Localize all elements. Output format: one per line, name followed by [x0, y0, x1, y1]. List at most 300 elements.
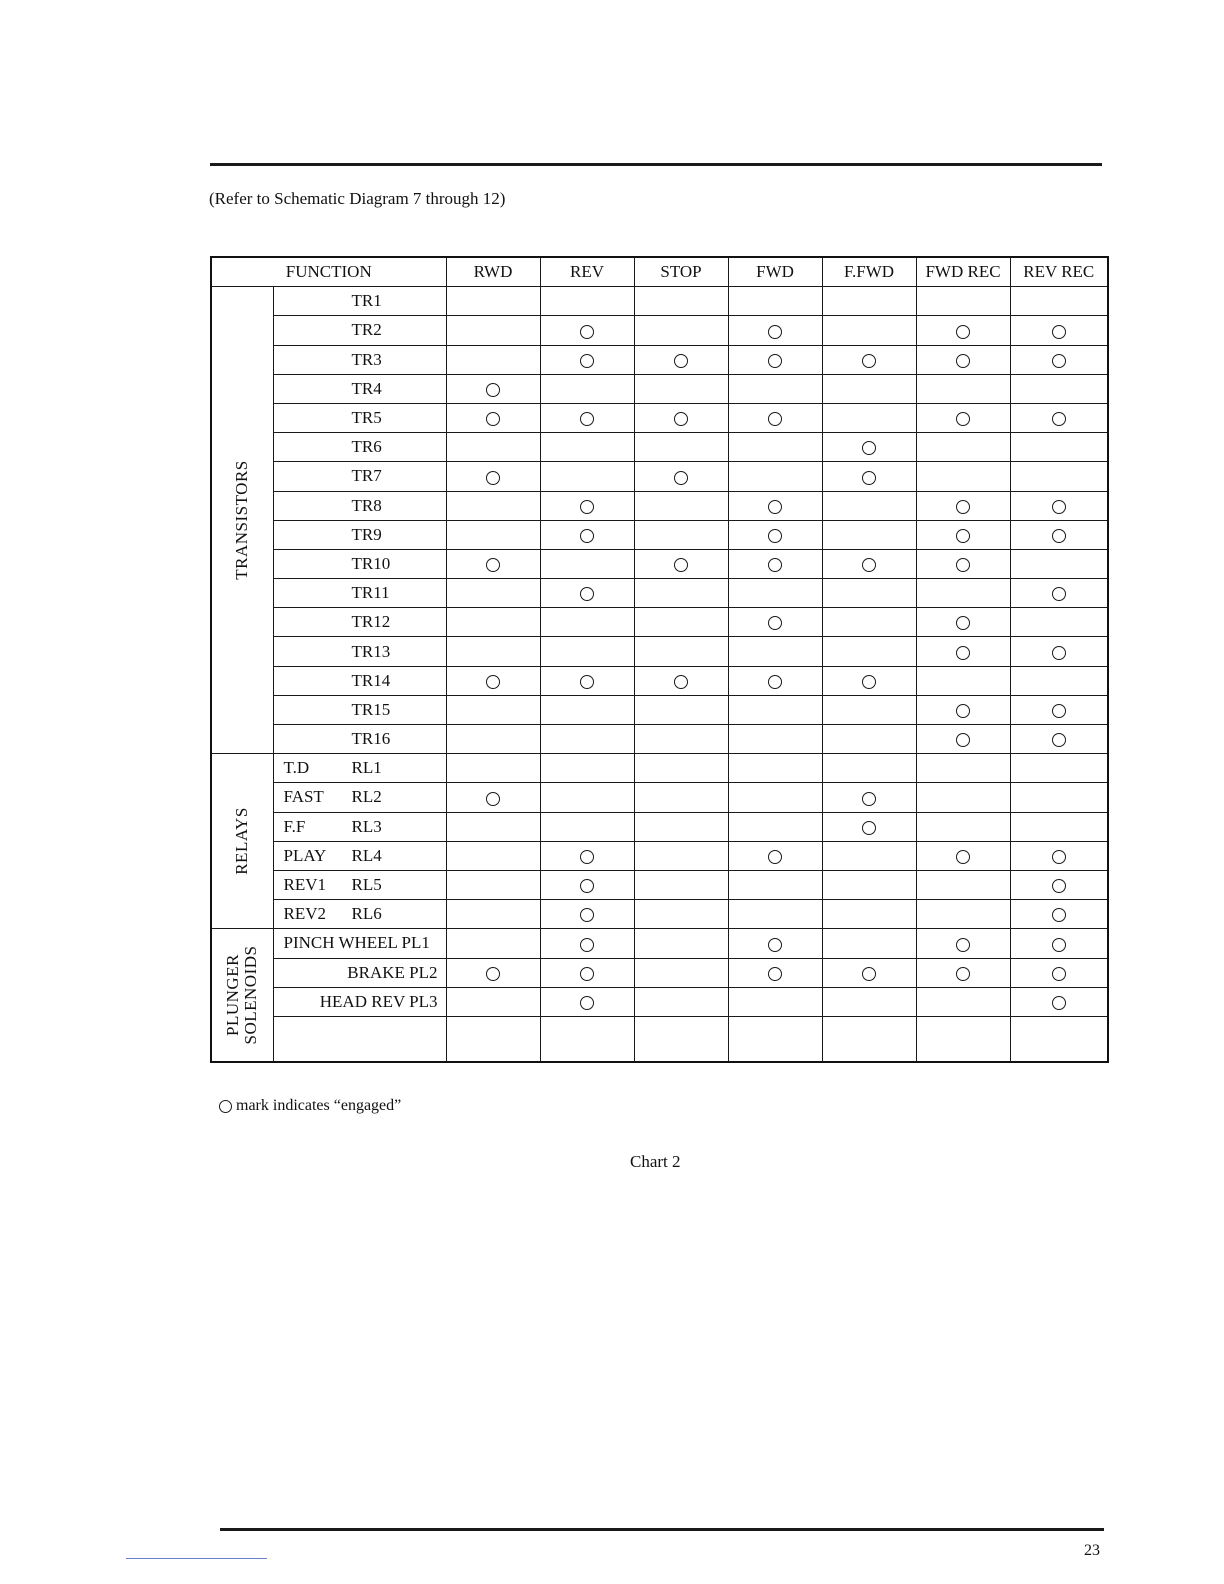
- mark-cell: [822, 987, 916, 1016]
- group-label-line: TRANSISTORS: [232, 460, 252, 580]
- table-row: [211, 520, 1108, 549]
- mark-cell: [446, 812, 540, 841]
- row-label: [273, 841, 446, 870]
- engaged-mark-icon: [768, 354, 782, 368]
- mark-cell: [634, 1016, 728, 1062]
- engaged-mark-icon: [956, 500, 970, 514]
- engaged-mark-icon: [768, 850, 782, 864]
- mark-cell: [728, 462, 822, 491]
- engaged-mark-icon: [486, 558, 500, 572]
- mark-cell: [1010, 579, 1108, 608]
- engaged-mark-icon: [1052, 850, 1066, 864]
- mark-cell: [916, 783, 1010, 812]
- mark-cell: [916, 695, 1010, 724]
- row-label: TR5: [273, 403, 446, 432]
- table-row: [211, 695, 1108, 724]
- mark-cell: [540, 695, 634, 724]
- mark-cell: [1010, 287, 1108, 316]
- mark-cell: [1010, 316, 1108, 345]
- mark-cell: [446, 1016, 540, 1062]
- engaged-mark-icon: [768, 938, 782, 952]
- relay-code: RL3: [351, 816, 382, 836]
- mark-cell: [1010, 462, 1108, 491]
- row-label: TR9: [273, 520, 446, 549]
- engaged-mark-icon: [1052, 587, 1066, 601]
- mark-cell: [728, 900, 822, 929]
- engaged-mark-icon: [580, 879, 594, 893]
- table-row: [211, 783, 1108, 812]
- mark-cell: [540, 987, 634, 1016]
- mark-cell: [540, 666, 634, 695]
- row-label: TR4: [273, 374, 446, 403]
- engaged-mark-icon: [956, 733, 970, 747]
- mark-cell: [822, 812, 916, 841]
- engaged-mark-icon: [862, 471, 876, 485]
- group-label: [233, 460, 251, 580]
- engaged-mark-icon: [862, 967, 876, 981]
- mark-cell: [1010, 374, 1108, 403]
- mark-cell: [822, 345, 916, 374]
- mark-cell: [728, 549, 822, 578]
- mark-cell: [540, 870, 634, 899]
- engaged-mark-icon: [1052, 996, 1066, 1010]
- table-row: [211, 433, 1108, 462]
- mark-cell: [916, 1016, 1010, 1062]
- mark-cell: [446, 608, 540, 637]
- legend-note: [219, 1097, 401, 1115]
- mark-cell: [728, 987, 822, 1016]
- table-row: [211, 345, 1108, 374]
- engaged-mark-icon: [1052, 733, 1066, 747]
- row-label: TR11: [273, 579, 446, 608]
- mark-cell: [822, 637, 916, 666]
- mark-cell: [822, 520, 916, 549]
- row-label: [273, 900, 446, 929]
- relay-name: PLAY: [283, 845, 327, 865]
- engaged-mark-icon: [1052, 646, 1066, 660]
- table-row: [211, 316, 1108, 345]
- mark-cell: [446, 462, 540, 491]
- mark-cell: [446, 403, 540, 432]
- mark-cell: [916, 958, 1010, 987]
- mark-cell: [728, 579, 822, 608]
- mark-cell: [540, 725, 634, 754]
- mark-cell: [1010, 783, 1108, 812]
- mark-cell: [446, 520, 540, 549]
- engaged-mark-icon: [862, 558, 876, 572]
- bottom-rule: [220, 1528, 1104, 1531]
- mark-cell: [822, 841, 916, 870]
- mark-cell: [634, 812, 728, 841]
- mark-cell: [634, 520, 728, 549]
- relay-code: RL1: [351, 758, 382, 778]
- function-table: [210, 256, 1109, 1063]
- mark-cell: [634, 608, 728, 637]
- mark-cell: [916, 929, 1010, 958]
- mark-cell: [540, 608, 634, 637]
- mark-cell: [540, 812, 634, 841]
- mark-cell: [916, 608, 1010, 637]
- row-label: TR8: [273, 491, 446, 520]
- mark-cell: [540, 754, 634, 783]
- function-header: FUNCTION: [211, 257, 446, 287]
- engaged-mark-icon: [674, 675, 688, 689]
- mark-cell: [1010, 958, 1108, 987]
- mark-cell: [728, 316, 822, 345]
- relay-code: RL2: [351, 787, 382, 807]
- mark-cell: [728, 1016, 822, 1062]
- mark-cell: [540, 433, 634, 462]
- mark-cell: [446, 695, 540, 724]
- mark-cell: [446, 374, 540, 403]
- table-row: [211, 870, 1108, 899]
- mark-cell: [916, 900, 1010, 929]
- engaged-mark-icon: [1052, 500, 1066, 514]
- engaged-mark-icon: [768, 529, 782, 543]
- mark-cell: [540, 403, 634, 432]
- engaged-mark-icon: [768, 325, 782, 339]
- engaged-mark-icon: [580, 675, 594, 689]
- row-label: [273, 1016, 446, 1062]
- mark-cell: [446, 958, 540, 987]
- table-row: [211, 608, 1108, 637]
- row-label: PINCH WHEEL PL1: [273, 929, 446, 958]
- row-label: [273, 812, 446, 841]
- engaged-mark-icon: [580, 967, 594, 981]
- mark-cell: [634, 374, 728, 403]
- row-label: TR12: [273, 608, 446, 637]
- table-row: [211, 958, 1108, 987]
- mark-cell: [634, 666, 728, 695]
- engaged-mark-icon: [674, 412, 688, 426]
- relay-code: RL6: [351, 904, 382, 924]
- mark-cell: [1010, 491, 1108, 520]
- row-label: TR10: [273, 549, 446, 578]
- mark-cell: [822, 608, 916, 637]
- row-label: TR1: [273, 287, 446, 316]
- mark-cell: [1010, 870, 1108, 899]
- mark-cell: [540, 958, 634, 987]
- mark-cell: [634, 462, 728, 491]
- relay-name: REV1: [283, 875, 326, 895]
- mark-cell: [540, 374, 634, 403]
- row-label: TR14: [273, 666, 446, 695]
- engaged-mark-icon: [862, 821, 876, 835]
- table-row: [211, 666, 1108, 695]
- engaged-mark-icon: [768, 558, 782, 572]
- engaged-mark-icon: [862, 354, 876, 368]
- mark-cell: [916, 520, 1010, 549]
- mark-cell: [728, 287, 822, 316]
- mark-cell: [446, 725, 540, 754]
- mark-cell: [822, 754, 916, 783]
- mark-cell: [634, 725, 728, 754]
- mark-cell: [446, 783, 540, 812]
- table-row: [211, 929, 1108, 958]
- engaged-mark-icon: [580, 587, 594, 601]
- mark-cell: [540, 549, 634, 578]
- mark-cell: [1010, 433, 1108, 462]
- mark-cell: [446, 345, 540, 374]
- mark-cell: [822, 666, 916, 695]
- mark-cell: [916, 754, 1010, 783]
- engaged-mark-icon: [956, 616, 970, 630]
- mark-cell: [822, 579, 916, 608]
- group-label: [233, 807, 251, 875]
- table-row: [211, 1016, 1108, 1062]
- engaged-mark-icon: [674, 558, 688, 572]
- row-label: [273, 754, 446, 783]
- engaged-mark-icon: [486, 967, 500, 981]
- mark-cell: [1010, 929, 1108, 958]
- legend-text: mark indicates “engaged”: [236, 1097, 402, 1114]
- mark-cell: [916, 666, 1010, 695]
- mark-cell: [446, 900, 540, 929]
- mark-cell: [446, 491, 540, 520]
- mark-cell: [446, 433, 540, 462]
- mark-cell: [446, 666, 540, 695]
- table-row: [211, 637, 1108, 666]
- mark-cell: [446, 754, 540, 783]
- engaged-mark-icon: [956, 529, 970, 543]
- mark-cell: [916, 841, 1010, 870]
- engaged-mark-icon: [486, 412, 500, 426]
- row-label: TR6: [273, 433, 446, 462]
- mark-cell: [728, 637, 822, 666]
- mark-cell: [634, 345, 728, 374]
- relay-name: FAST: [283, 787, 324, 807]
- group-label-line: RELAYS: [232, 807, 252, 876]
- engaged-mark-icon: [219, 1097, 232, 1114]
- mark-cell: [822, 462, 916, 491]
- mark-cell: [1010, 608, 1108, 637]
- table-row: [211, 812, 1108, 841]
- engaged-mark-icon: [862, 441, 876, 455]
- mark-cell: [446, 316, 540, 345]
- mark-cell: [916, 433, 1010, 462]
- mark-cell: [540, 637, 634, 666]
- mark-cell: [540, 900, 634, 929]
- mark-cell: [446, 287, 540, 316]
- mark-cell: [822, 549, 916, 578]
- engaged-mark-icon: [1052, 325, 1066, 339]
- row-label: TR13: [273, 637, 446, 666]
- engaged-mark-icon: [580, 412, 594, 426]
- engaged-mark-icon: [956, 850, 970, 864]
- mark-cell: [728, 754, 822, 783]
- mark-cell: [1010, 695, 1108, 724]
- mark-cell: [446, 637, 540, 666]
- mark-cell: [1010, 1016, 1108, 1062]
- table-header-row: [211, 257, 1108, 287]
- mark-cell: [822, 374, 916, 403]
- column-header: REV REC: [1010, 257, 1108, 287]
- mark-cell: [634, 637, 728, 666]
- mark-cell: [916, 287, 1010, 316]
- engaged-mark-icon: [486, 471, 500, 485]
- mark-cell: [1010, 666, 1108, 695]
- group-label-cell: [211, 754, 273, 929]
- relay-code: RL4: [351, 845, 382, 865]
- engaged-mark-icon: [956, 558, 970, 572]
- mark-cell: [1010, 725, 1108, 754]
- mark-cell: [916, 345, 1010, 374]
- mark-cell: [916, 637, 1010, 666]
- mark-cell: [540, 520, 634, 549]
- mark-cell: [1010, 900, 1108, 929]
- mark-cell: [634, 958, 728, 987]
- mark-cell: [822, 287, 916, 316]
- mark-cell: [728, 491, 822, 520]
- mark-cell: [822, 929, 916, 958]
- mark-cell: [446, 549, 540, 578]
- table-row: [211, 900, 1108, 929]
- mark-cell: [1010, 520, 1108, 549]
- engaged-mark-icon: [768, 616, 782, 630]
- relay-name: REV2: [283, 904, 326, 924]
- engaged-mark-icon: [1052, 938, 1066, 952]
- group-label-cell: [211, 929, 273, 1063]
- engaged-mark-icon: [768, 412, 782, 426]
- engaged-mark-icon: [580, 529, 594, 543]
- mark-cell: [822, 725, 916, 754]
- mark-cell: [822, 491, 916, 520]
- engaged-mark-icon: [768, 967, 782, 981]
- mark-cell: [446, 929, 540, 958]
- engaged-mark-icon: [580, 325, 594, 339]
- function-chart: [210, 256, 1107, 1063]
- engaged-mark-icon: [956, 938, 970, 952]
- table-row: [211, 462, 1108, 491]
- engaged-mark-icon: [674, 471, 688, 485]
- engaged-mark-icon: [1052, 967, 1066, 981]
- mark-cell: [728, 345, 822, 374]
- mark-cell: [634, 841, 728, 870]
- mark-cell: [634, 754, 728, 783]
- mark-cell: [728, 929, 822, 958]
- chart-caption: Chart 2: [630, 1152, 681, 1171]
- mark-cell: [446, 870, 540, 899]
- relay-name: T.D: [283, 758, 310, 778]
- mark-cell: [916, 374, 1010, 403]
- page-number: 23: [1084, 1542, 1100, 1559]
- group-label-line: PLUNGER: [223, 954, 243, 1037]
- mark-cell: [1010, 754, 1108, 783]
- mark-cell: [728, 520, 822, 549]
- mark-cell: [1010, 987, 1108, 1016]
- mark-cell: [1010, 403, 1108, 432]
- mark-cell: [728, 374, 822, 403]
- table-row: [211, 287, 1108, 316]
- mark-cell: [540, 287, 634, 316]
- row-label: TR2: [273, 316, 446, 345]
- engaged-mark-icon: [956, 412, 970, 426]
- mark-cell: [634, 579, 728, 608]
- mark-cell: [634, 900, 728, 929]
- mark-cell: [446, 579, 540, 608]
- engaged-mark-icon: [956, 325, 970, 339]
- engaged-mark-icon: [486, 792, 500, 806]
- mark-cell: [1010, 841, 1108, 870]
- mark-cell: [916, 316, 1010, 345]
- table-row: [211, 491, 1108, 520]
- row-label: TR16: [273, 725, 446, 754]
- engaged-mark-icon: [956, 354, 970, 368]
- mark-cell: [540, 491, 634, 520]
- mark-cell: [540, 579, 634, 608]
- engaged-mark-icon: [956, 704, 970, 718]
- column-header: REV: [540, 257, 634, 287]
- mark-cell: [916, 725, 1010, 754]
- row-label: TR15: [273, 695, 446, 724]
- footer-link-line: [126, 1558, 267, 1559]
- mark-cell: [822, 403, 916, 432]
- engaged-mark-icon: [1052, 354, 1066, 368]
- mark-cell: [728, 725, 822, 754]
- table-row: [211, 725, 1108, 754]
- mark-cell: [634, 987, 728, 1016]
- row-label: HEAD REV PL3: [273, 987, 446, 1016]
- row-label: [273, 783, 446, 812]
- mark-cell: [1010, 637, 1108, 666]
- mark-cell: [634, 783, 728, 812]
- engaged-mark-icon: [862, 675, 876, 689]
- mark-cell: [728, 958, 822, 987]
- column-header: STOP: [634, 257, 728, 287]
- mark-cell: [1010, 345, 1108, 374]
- mark-cell: [822, 695, 916, 724]
- mark-cell: [916, 549, 1010, 578]
- engaged-mark-icon: [486, 383, 500, 397]
- reference-note: (Refer to Schematic Diagram 7 through 12): [209, 189, 506, 208]
- mark-cell: [540, 783, 634, 812]
- engaged-mark-icon: [580, 850, 594, 864]
- engaged-mark-icon: [674, 354, 688, 368]
- engaged-mark-icon: [1052, 908, 1066, 922]
- group-label: [224, 946, 260, 1045]
- row-label: [273, 870, 446, 899]
- mark-cell: [822, 1016, 916, 1062]
- group-label-line: SOLENOIDS: [241, 945, 261, 1045]
- row-label: BRAKE PL2: [273, 958, 446, 987]
- mark-cell: [540, 1016, 634, 1062]
- mark-cell: [728, 870, 822, 899]
- mark-cell: [916, 987, 1010, 1016]
- row-label: TR7: [273, 462, 446, 491]
- mark-cell: [540, 462, 634, 491]
- mark-cell: [822, 316, 916, 345]
- table-row: [211, 987, 1108, 1016]
- mark-cell: [446, 987, 540, 1016]
- mark-cell: [728, 841, 822, 870]
- engaged-mark-icon: [956, 646, 970, 660]
- table-row: [211, 549, 1108, 578]
- engaged-mark-icon: [768, 675, 782, 689]
- top-rule: [210, 163, 1102, 166]
- mark-cell: [916, 462, 1010, 491]
- column-header: FWD REC: [916, 257, 1010, 287]
- mark-cell: [1010, 812, 1108, 841]
- mark-cell: [822, 900, 916, 929]
- table-row: [211, 579, 1108, 608]
- mark-cell: [540, 841, 634, 870]
- engaged-mark-icon: [1052, 412, 1066, 426]
- table-row: [211, 403, 1108, 432]
- mark-cell: [634, 491, 728, 520]
- engaged-mark-icon: [1052, 879, 1066, 893]
- engaged-mark-icon: [1052, 529, 1066, 543]
- mark-cell: [634, 695, 728, 724]
